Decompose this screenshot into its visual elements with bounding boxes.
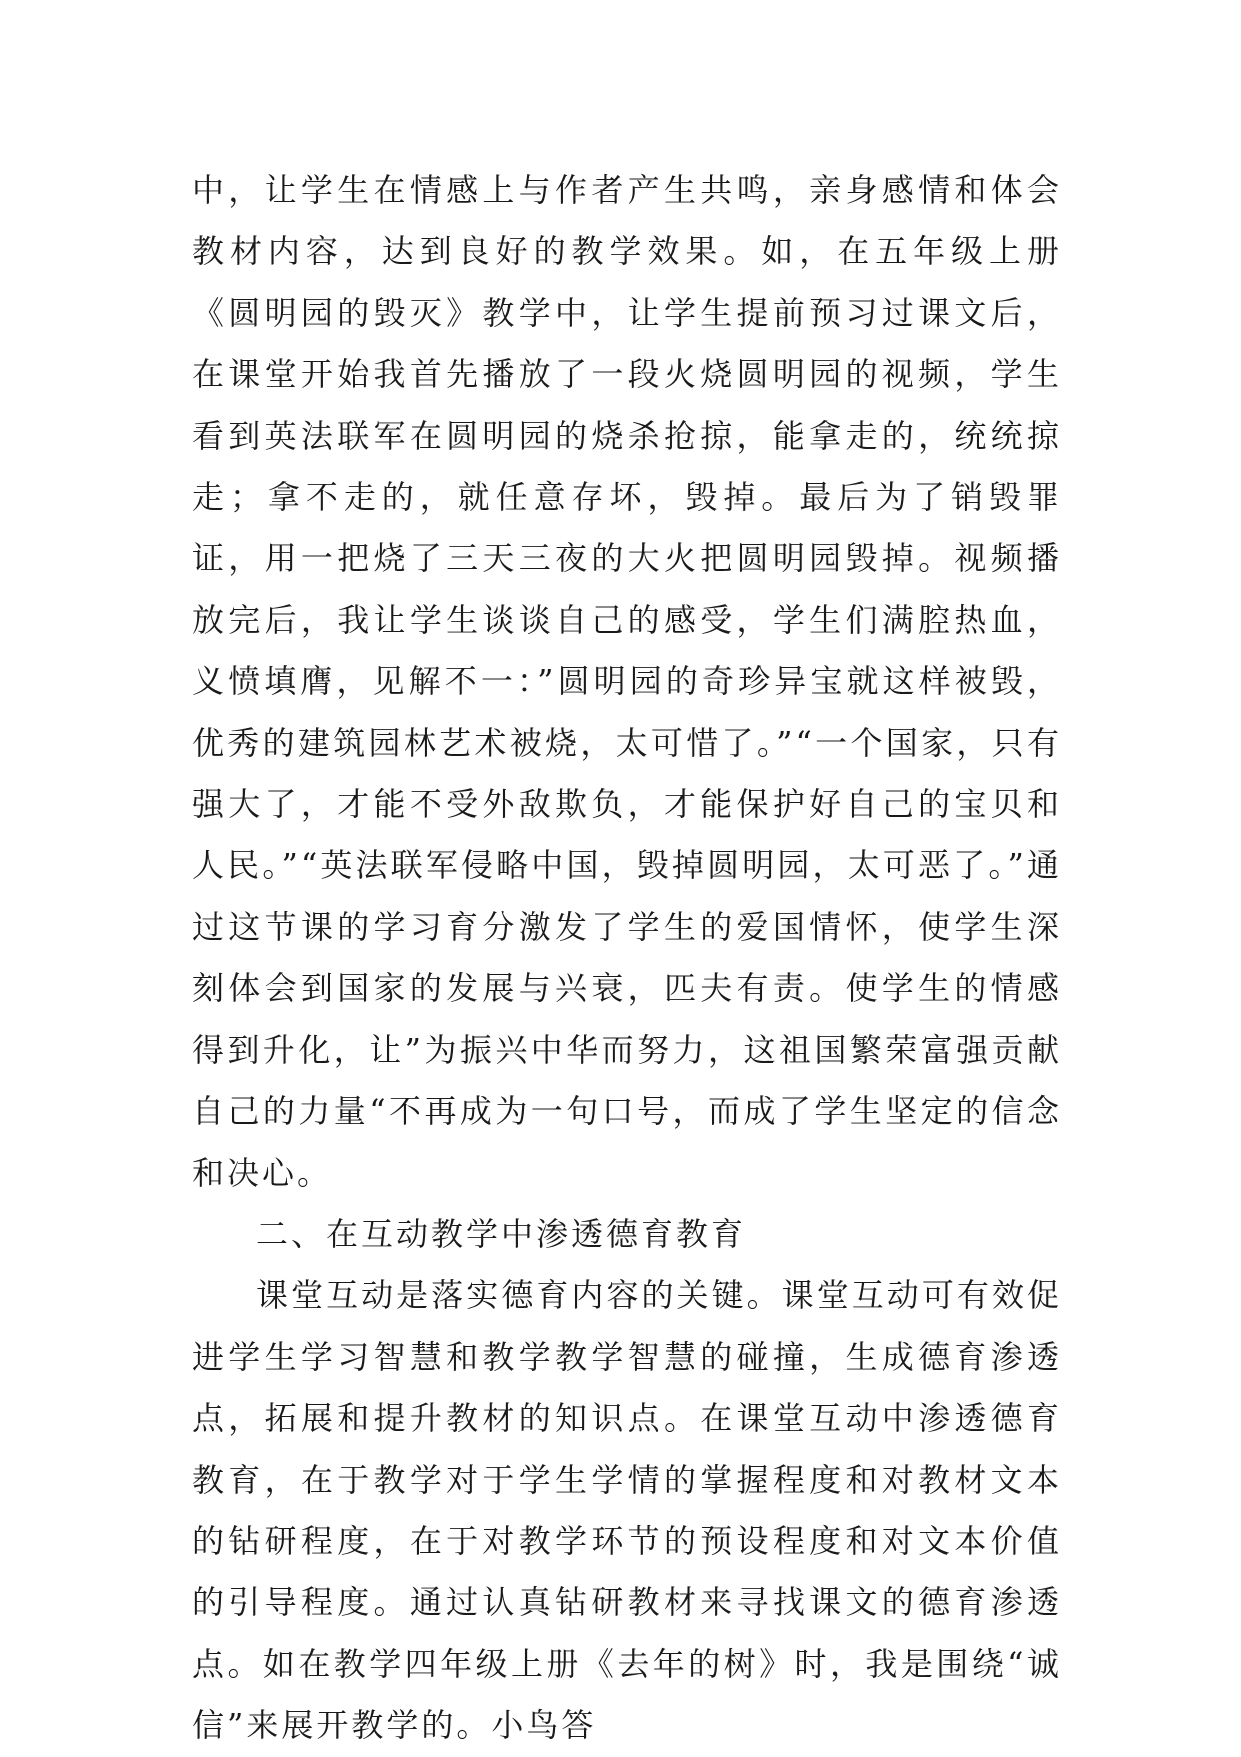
section-heading: 二、在互动教学中渗透德育教育	[256, 1214, 747, 1253]
paragraph-continuation: 中，让学生在情感上与作者产生共鸣，亲身感情和体会教材内容，达到良好的教学效果。如，在五年级上册《圆明园的毁灭》教学中，让学生提前预习过课文后，在课堂开始我首先播放了一段火烧圆明园的视频，学生看到英法联军在圆明园的烧杀抢掠，能拿走的，统统掠走；拿不走的，就任意存坏，毁掉。最后为了销毁罪证，用一把烧了三天三夜的大火把圆明园毁掉。视频播放完后，我让学生谈谈自己的感受，学生们满腔热血，义愤填膺，见解不一：”圆明园的奇珍异宝就这样被毁，优秀的建筑园林艺术被烧，太可惜了。”“一个国家，只有强大了，才能不受外敌欺负，才能保护好自己的宝贝和人民。”“英法联军侵略中国，毁掉圆明园，太可恶了。”通过这节课的学习育分激发了学生的爱国情怀，使学生深刻体会到国家的发展与兴衰，匹夫有责。使学生的情感得到升化，让”为振兴中华而努力，这祖国繁荣富强贡献自己的力量“不再成为一句口号，而成了学生坚定的信念和决心。	[192, 171, 1062, 1192]
paragraph: 课堂互动是落实德育内容的关键。课堂互动可有效促进学生学习智慧和教学教学智慧的碰撞，生成德育渗透点，拓展和提升教材的知识点。在课堂互动中渗透德育教育，在于教学对于学生学情的掌握程度和对教材文本的钻研程度，在于对教学环节的预设程度和对文本价值的引导程度。通过认真钻研教材来寻找课文的德育渗透点。如在教学四年级上册《去年的树》时，我是围绕“诚信”来展开教学的。小鸟答	[192, 1276, 1062, 1745]
document-body	[192, 160, 1062, 1757]
